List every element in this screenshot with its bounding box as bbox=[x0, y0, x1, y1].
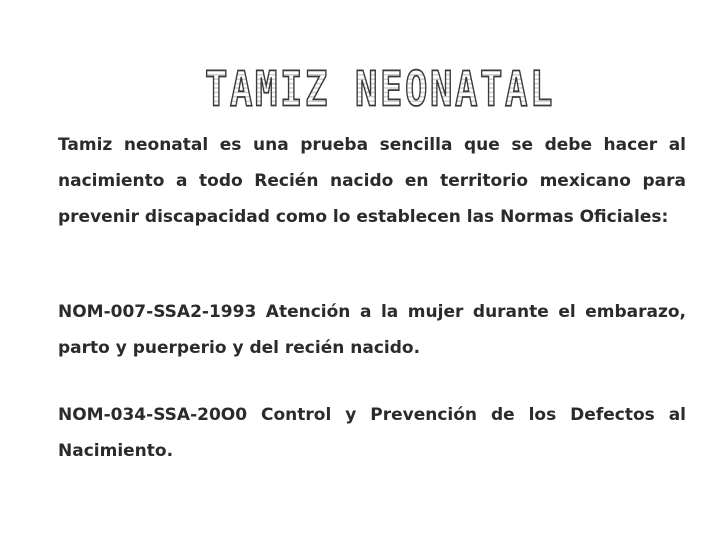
wordart-title bbox=[190, 58, 570, 118]
title-text: TAMIZ NEONATAL bbox=[205, 60, 555, 118]
norm-007-paragraph: NOM-007-SSA2-1993 Atención a la mujer durante el embarazo, parto y puerperio y del recién nacido. bbox=[58, 302, 686, 358]
norm-034-paragraph: NOM-034-SSA-20O0 Control y Prevención de los Defectos al Nacimiento. bbox=[58, 405, 686, 461]
intro-paragraph: Tamiz neonatal es una prueba sencilla que se debe hacer al nacimiento a todo Recién nacido en territorio mexicano para prevenir discapacidad como lo establecen las Normas Oficiales: bbox=[58, 135, 686, 227]
